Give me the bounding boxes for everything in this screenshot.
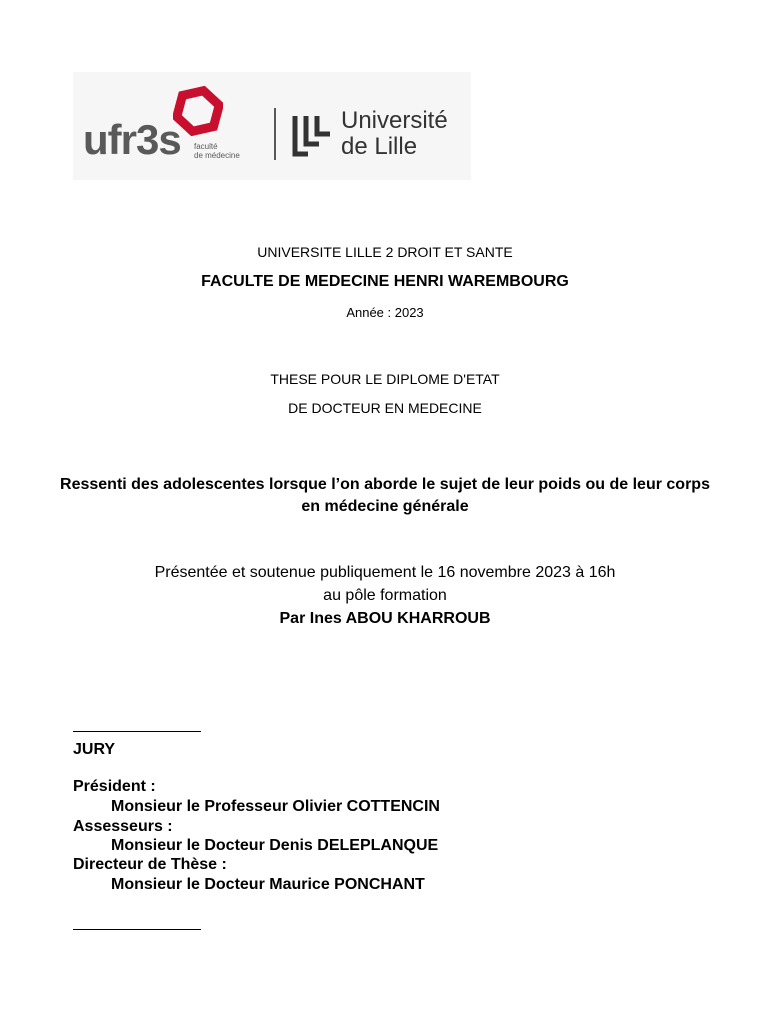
- faculty-name: FACULTE DE MEDECINE HENRI WAREMBOURG: [201, 273, 569, 290]
- ufr3s-subtitle-line1: faculté: [194, 142, 218, 151]
- assessor-name: Monsieur le Docteur Denis DELEPLANQUE: [111, 837, 439, 854]
- universite-lille-logo-text: [341, 108, 448, 160]
- author-name: Par Ines ABOU KHARROUB: [279, 610, 491, 627]
- president-name: Monsieur le Professeur Olivier COTTENCIN: [111, 798, 440, 815]
- thesis-type-line1: THESE POUR LE DIPLOME D'ETAT: [270, 371, 500, 387]
- divider-top: [73, 731, 201, 732]
- ufr3s-subtitle: [194, 142, 240, 160]
- ufr3s-logo-text: ufr3s: [83, 116, 181, 163]
- jury-heading: JURY: [73, 741, 116, 758]
- thesis-type-line2: DE DOCTEUR EN MEDECINE: [288, 400, 482, 416]
- university-name: UNIVERSITE LILLE 2 DROIT ET SANTE: [257, 244, 513, 260]
- academic-year: Année : 2023: [346, 305, 424, 320]
- thesis-title: Ressenti des adolescentes lorsque l’on aborde le sujet de leur poids ou de leur corps en médecine générale: [60, 476, 710, 515]
- ufr3s-subtitle-line2: de médecine: [194, 151, 240, 160]
- director-label: Directeur de Thèse :: [73, 856, 227, 873]
- president-label: Président :: [73, 778, 156, 795]
- defense-location: au pôle formation: [323, 587, 447, 604]
- director-name: Monsieur le Docteur Maurice PONCHANT: [111, 876, 425, 893]
- logo-banner: [73, 72, 471, 180]
- ufr3s-hexagon-logo-icon: [173, 86, 223, 136]
- assessors-label: Assesseurs :: [73, 818, 173, 835]
- university-name-line2: de Lille: [341, 133, 418, 160]
- divider-bottom: [73, 929, 201, 930]
- defense-date: Présentée et soutenue publiquement le 16 novembre 2023 à 16h: [154, 564, 616, 581]
- university-name-line1: Université: [341, 107, 448, 134]
- logo-divider: [274, 108, 276, 160]
- universite-lille-logo-icon: [292, 114, 332, 158]
